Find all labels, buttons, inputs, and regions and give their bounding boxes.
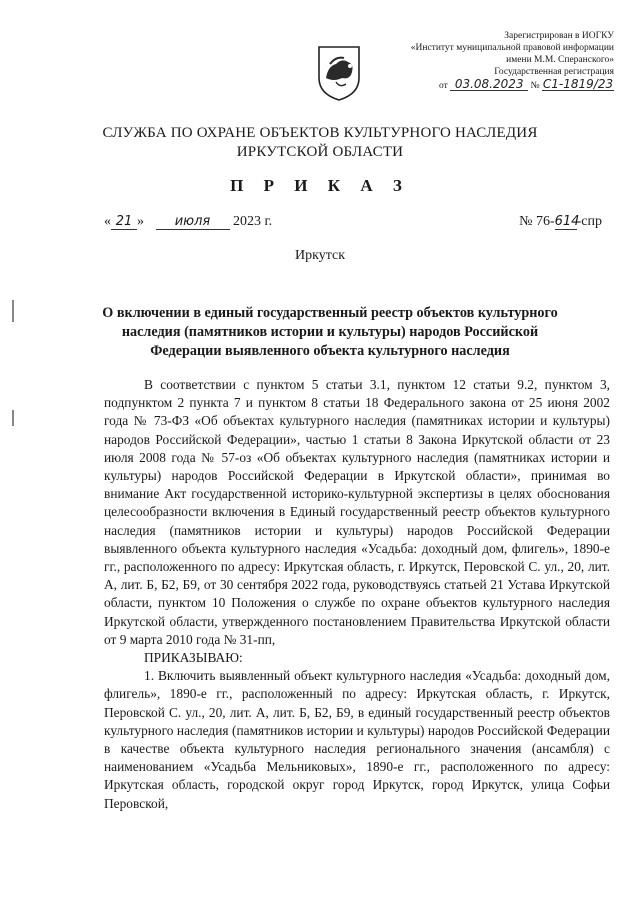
date-month: июля: [156, 214, 230, 230]
stamp-registration-line: [354, 78, 614, 92]
number-suffix: -спр: [576, 214, 602, 229]
registration-date: 03.08.2023: [450, 78, 528, 91]
stamp-line: Государственная регистрация: [494, 67, 614, 77]
scan-edge-mark: [12, 300, 14, 322]
number-prefix: № 76-: [519, 214, 555, 229]
coat-of-arms-icon: [316, 44, 362, 102]
order-word: ПРИКАЗЫВАЮ:: [144, 650, 243, 666]
document-title: О включении в единый государственный реестр объектов культурного наследия (памятников истории и культуры) народов Российской Федерации выявленного объекта культурного наследия: [102, 305, 558, 359]
document-body: [104, 376, 610, 813]
date-year: 2023 г.: [233, 214, 273, 229]
stamp-from: от: [439, 81, 448, 91]
stamp-no: №: [530, 81, 540, 91]
order-number: [519, 214, 602, 230]
date-day: 21: [111, 214, 137, 230]
agency-name-line1: СЛУЖБА ПО ОХРАНЕ ОБЪЕКТОВ КУЛЬТУРНОГО НАСЛЕДИЯ: [102, 125, 538, 141]
date-open-quote: «: [104, 214, 111, 229]
body-paragraph: В соответствии с пунктом 5 статьи 3.1, пунктом 12 статьи 9.2, пунктом 3, подпунктом 2 пункта 7 и пунктом 8 статьи 18 Федерального закона от 25 июня 2002 года № 73-ФЗ «Об объектах культурного наследия (памятниках истории и культуры) народов Российской Федерации», частью 1 статьи 8 Закона Иркутской области от 23 июля 2008 года № 57-оз «Об объектах культурного наследия (памятниках истории и культуры) народов Российской Федерации в Иркутской области», принимая во внимание Акт государственной историко-культурной экспертизы в целях обоснования целесообразности включения в Единый государственный реестр объектов культурного наследия (памятников истории и культуры) народов Российской Федерации выявленного объекта культурного наследия «Усадьба: доходный дом, флигель», 1890-е гг., расположенного по адресу: Иркутская область, г. Иркутск, Перовской С. ул., 20, лит. А, лит. Б, Б2, Б9, от 30 сентября 2022 года, руководствуясь статьей 21 Устава Иркутской области, пунктом 10 Положения о службе по охране объектов культурного наследия Иркутской области, утвержденного постановлением Правительства Иркутской области от 9 марта 2010 года № 31-пп,: [104, 377, 610, 647]
scan-edge-mark: [12, 410, 14, 426]
agency-name: [0, 124, 640, 162]
number-handwritten: 614: [554, 214, 580, 229]
body-paragraph: 1. Включить выявленный объект культурного наследия «Усадьба: доходный дом, флигель», 1890-е гг., расположенный по адресу: Иркутская область, г. Иркутск, Перовской С. ул., 20, лит. А, лит. Б, Б2, Б9, в единый государственный реестр объектов культурного наследия (памятников истории и культуры) народов Российской Федерации в качестве объекта культурного наследия регионального значения (ансамбля) с наименованием «Усадьба Мельниковых», 1890-е гг., расположенного по адресу: Иркутская область, городской округ город Иркутск, город Иркутск, улица Софьи Перовской,: [104, 668, 610, 811]
stamp-line: Зарегистрирован в ИОГКУ: [504, 31, 614, 41]
registration-number: С1-1819/23: [542, 77, 614, 91]
document-type: П Р И К А З: [230, 176, 410, 195]
order-date: [104, 214, 272, 230]
agency-name-line2: ИРКУТСКОЙ ОБЛАСТИ: [236, 144, 404, 160]
date-close-quote: »: [137, 214, 144, 229]
registration-stamp: [354, 30, 614, 92]
stamp-line: «Институт муниципальной правовой информации: [410, 43, 614, 53]
city: Иркутск: [294, 248, 346, 263]
stamp-line: имени М.М. Сперанского»: [506, 55, 614, 65]
